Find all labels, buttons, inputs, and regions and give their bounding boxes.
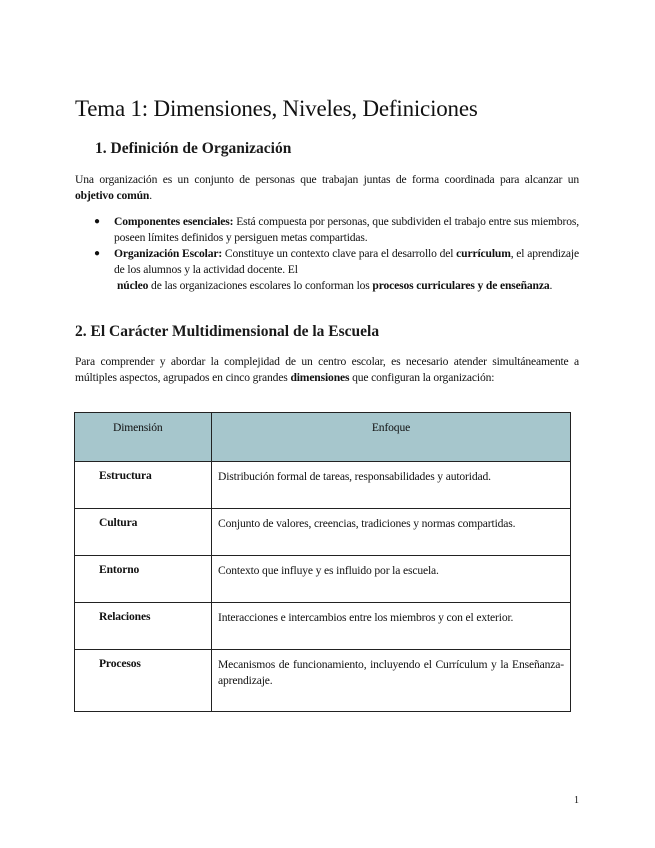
cell-dimension: Cultura — [75, 509, 212, 556]
header-dimension: Dimensión — [75, 413, 212, 462]
bullet-text: . — [549, 279, 553, 292]
dimensions-table — [74, 412, 571, 712]
table-row — [75, 509, 571, 556]
bullet-icon: ● — [94, 216, 100, 227]
bullet-term: Componentes esenciales: — [114, 215, 234, 228]
intro-text: Una organización es un conjunto de personas que trabajan juntas de forma coordinada para alcanzar un — [75, 173, 579, 186]
bullet-bold: núcleo — [117, 279, 149, 292]
list-item — [75, 246, 579, 294]
section-2-heading: 2. El Carácter Multidimensional de la Escuela — [75, 323, 380, 340]
cell-dimension: Entorno — [75, 556, 212, 603]
page-number: 1 — [574, 795, 579, 806]
list-item — [75, 214, 579, 246]
table-row — [75, 650, 571, 712]
page-title: Tema 1: Dimensiones, Niveles, Definiciones — [75, 96, 478, 121]
bullet-text: de las organizaciones escolares lo conforman los — [148, 279, 373, 292]
section-1-heading: 1. Definición de Organización — [95, 140, 292, 157]
bullet-icon: ● — [94, 248, 100, 259]
cell-enfoque: Distribución formal de tareas, responsabilidades y autoridad. — [212, 462, 571, 509]
intro-end: que configuran la organización: — [349, 371, 495, 384]
intro-bold: objetivo común — [75, 189, 150, 202]
cell-enfoque: Interacciones e intercambios entre los miembros y con el exterior. — [212, 603, 571, 650]
intro-bold: dimensiones — [290, 371, 350, 384]
cell-enfoque: Conjunto de valores, creencias, tradiciones y normas compartidas. — [212, 509, 571, 556]
cell-dimension: Procesos — [75, 650, 212, 712]
header-enfoque: Enfoque — [212, 413, 571, 462]
cell-dimension: Relaciones — [75, 603, 212, 650]
intro-text: Para comprender y abordar la complejidad de un centro escolar, es necesario atender simultáneamente a múltiples aspectos, agrupados en cinco grandes — [75, 355, 579, 384]
cell-enfoque: Contexto que influye y es influido por la escuela. — [212, 556, 571, 603]
table-row — [75, 462, 571, 509]
bullet-text: Constituye un contexto clave para el desarrollo del — [222, 247, 457, 260]
cell-enfoque: Mecanismos de funcionamiento, incluyendo el Currículum y la Enseñanza-aprendizaje. — [212, 650, 571, 712]
bullet-bold: procesos curriculares y de enseñanza — [372, 279, 550, 292]
bullet-list — [75, 214, 579, 294]
bullet-bold: currículum — [456, 247, 511, 260]
bullet-text: , el aprendizaje de los alumnos y la actividad docente. El — [114, 247, 579, 276]
section-2-intro — [75, 354, 579, 386]
bullet-continuation — [114, 278, 579, 294]
bullet-term: Organización Escolar: — [114, 247, 223, 260]
table-row — [75, 603, 571, 650]
cell-dimension: Estructura — [75, 462, 212, 509]
section-1-intro — [75, 172, 579, 204]
table-row — [75, 556, 571, 603]
intro-end: . — [149, 189, 152, 202]
bullet-text: Está compuesta por personas, que subdividen el trabajo entre sus miembros, poseen límites definidos y persiguen metas compartidas. — [114, 215, 579, 244]
table-header-row — [75, 413, 571, 462]
